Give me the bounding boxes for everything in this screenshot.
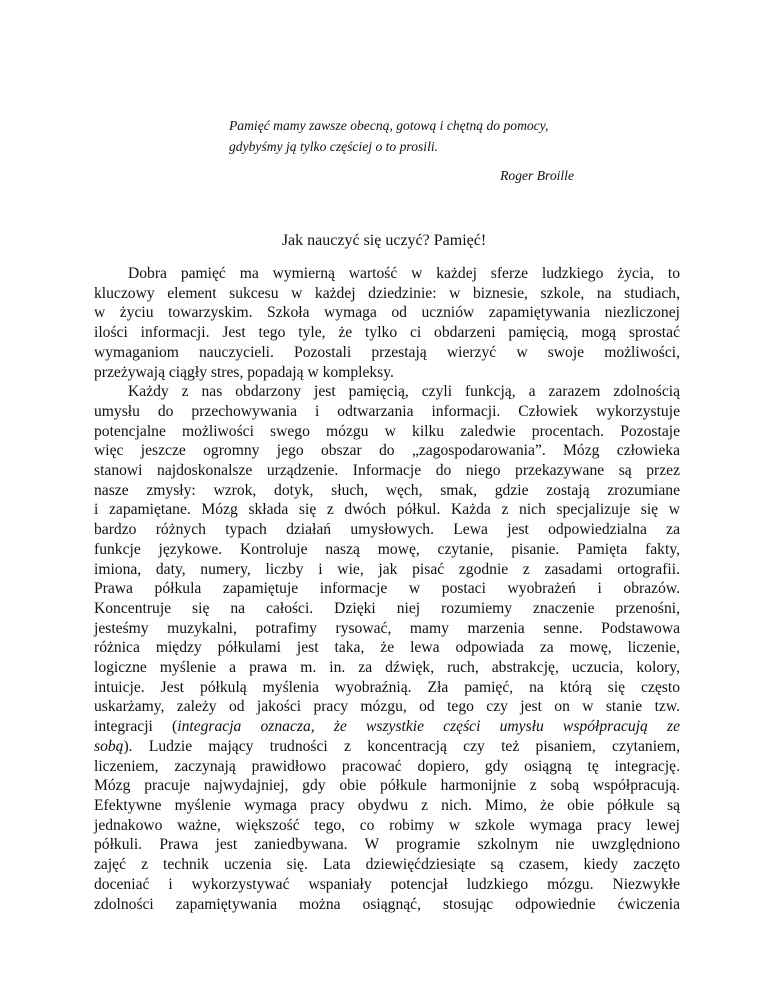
- document-title: Jak nauczyć się uczyć? Pamięć!: [281, 232, 487, 249]
- text-line: liczeniem, zaczynają prawidłowo pracować dopiero, gdy osiągną tę integrację.: [94, 757, 680, 775]
- text-line-mixed: [94, 717, 680, 737]
- epigraph-quote: [229, 115, 649, 157]
- text-line: Koncentruje się na całości. Dzięki niej rozumiemy znaczenie przenośni,: [94, 599, 680, 617]
- text-line: zdolności zapamiętywania można osiągnąć, stosując odpowiednie ćwiczenia: [94, 895, 680, 913]
- text-line: Każdy z nas obdarzony jest pamięcią, czyli funkcją, a zarazem zdolnością: [128, 383, 680, 401]
- text-line: stanowi najdoskonalsze urządzenie. Informacje do niego przekazywane są przez: [94, 462, 680, 480]
- text-line: więc jeszcze ogromny jego obszar do „zagospodarowania”. Mózg człowieka: [94, 442, 680, 460]
- text-line: przeżywają ciągły stres, popadają w kompleksy.: [94, 363, 394, 381]
- epigraph-line-1: Pamięć mamy zawsze obecną, gotową i chętną do pomocy,: [229, 118, 549, 133]
- italic-segment: sobą: [94, 737, 124, 755]
- italic-segment: integracja oznacza, że wszystkie części umysłu współpracują ze: [177, 718, 680, 736]
- text-line: Prawa półkula zapamiętuje informacje w postaci wyobrażeń i obrazów.: [94, 580, 680, 598]
- text-line: logiczne myślenie a prawa m. in. za dźwięk, ruch, abstrakcję, uczucia, kolory,: [94, 659, 680, 677]
- text-line: Efektywne myślenie wymaga pracy obydwu z nich. Mimo, że obie półkule są: [94, 796, 680, 814]
- body-text: [94, 264, 680, 914]
- text-line: ilości informacji. Jest tego tyle, że tylko ci obdarzeni pamięcią, mogą sprostać: [94, 324, 680, 342]
- text-segment: ). Ludzie mający trudności z koncentracją czy też pisaniem, czytaniem,: [123, 737, 680, 755]
- text-line: doceniać i wykorzystywać wspaniały potencjał ludzkiego mózgu. Niezwykłe: [94, 875, 680, 893]
- text-line: uskarżamy, zależy od jakości pracy mózgu, od tego czy jest on w stanie tzw.: [94, 698, 680, 716]
- text-line: jednakowo ważne, większość tego, co robimy w szkole wymaga pracy lewej: [94, 816, 680, 834]
- text-line: półkuli. Prawa jest zaniedbywana. W programie szkolnym nie uwzględniono: [94, 836, 680, 854]
- text-line: bardzo różnych typach działań umysłowych. Lewa jest odpowiedzialna za: [94, 521, 680, 539]
- epigraph-line-2: gdybyśmy ją tylko częściej o to prosili.: [229, 139, 439, 154]
- text-line: wymaganiom nauczycieli. Pozostali przestają wierzyć w swoje możliwości,: [94, 343, 680, 361]
- text-line: Mózg pracuje najwydajniej, gdy obie półkule harmonijnie z sobą współpracują.: [94, 777, 680, 795]
- text-line: intuicje. Jest półkulą myślenia wyobraźnią. Zła pamięć, na którą się często: [94, 678, 680, 696]
- text-line: różnica między półkulami jest taka, że lewa odpowiada za mowę, liczenie,: [94, 639, 680, 657]
- text-line-mixed: [94, 737, 680, 757]
- text-segment: integracji (: [94, 718, 178, 736]
- text-line: imiona, daty, numery, liczby i wie, jak pisać zgodnie z zasadami ortografii.: [94, 560, 680, 578]
- text-line: jesteśmy muzykalni, potrafimy rysować, mamy marzenia senne. Podstawowa: [94, 619, 680, 637]
- text-line: potencjalne możliwości swego mózgu w kilku zaledwie procentach. Pozostaje: [94, 422, 680, 440]
- text-line: Dobra pamięć ma wymierną wartość w każdej sferze ludzkiego życia, to: [128, 265, 680, 282]
- text-line: i zapamiętane. Mózg składa się z dwóch półkul. Każda z nich specjalizuje się w: [94, 501, 680, 519]
- text-line: nasze zmysły: wzrok, dotyk, słuch, węch, smak, gdzie zostają zrozumiane: [94, 481, 680, 499]
- text-line: umysłu do przechowywania i odtwarzania informacji. Człowiek wykorzystuje: [94, 402, 680, 420]
- epigraph-author: Roger Broille: [500, 168, 574, 183]
- text-line: w życiu towarzyskim. Szkoła wymaga od uczniów zapamiętywania niezliczonej: [94, 304, 680, 322]
- text-line: zajęć z technik uczenia się. Lata dziewięćdziesiąte są czasem, kiedy zaczęto: [94, 856, 680, 874]
- text-line: funkcje językowe. Kontroluje naszą mowę, czytanie, pisanie. Pamięta fakty,: [94, 540, 680, 558]
- text-line: kluczowy element sukcesu w każdej dziedzinie: w biznesie, szkole, na studiach,: [94, 284, 680, 302]
